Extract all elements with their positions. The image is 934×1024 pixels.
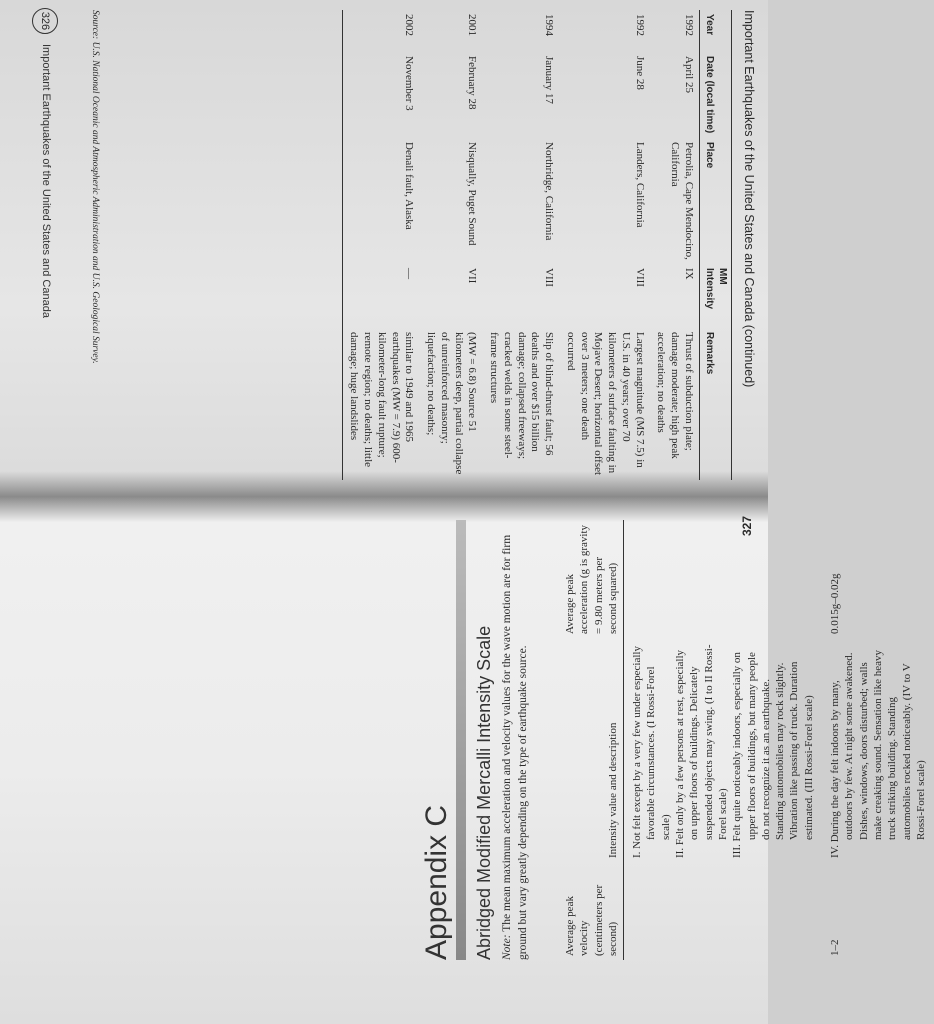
col-header-acceleration: Average peak acceleration (g is gravity = 9.80 meters per second squared) [560, 520, 624, 638]
note-text: The mean maximum acceleration and velocity values for the wave motion are for firm ground but vary greatly depending on the type of earthquake source. [501, 534, 529, 960]
col-header-date: Date (local time) [700, 52, 732, 138]
table-header-row [700, 10, 732, 480]
cell-date: April 25 [683, 56, 695, 93]
cell-remarks: Thrust of subduction plate; damage moderate; high peak acceleration; no deaths [655, 332, 695, 459]
cell-place: Landers, California [633, 142, 646, 228]
cell-mm: IX [683, 268, 695, 280]
col-header-place: Place [700, 138, 732, 264]
intensity-ii: II. Felt only by a few persons at rest, especially on upper floors of buildings. Delicately suspended objects may swing. (I to II Rossi-Forel scale) [674, 644, 729, 858]
cell-remarks: similar to 1949 and 1965 earthquakes (MW = 7.9) 600-kilometer-long fault rupture; remote region; no deaths; little damage; huge landslides [342, 328, 419, 480]
cell-acceleration: 0.015g–0.02g [829, 573, 842, 634]
cell-mm: VIII [543, 268, 556, 287]
cell-mm: VIII [633, 268, 646, 287]
intensity-i: I. Not felt except by a very few under especially favorable circumstances. (I Rossi-Forel scale) [631, 646, 672, 858]
cell-remarks: (MW = 6.8) Source 51 kilometers deep, partial collapse of unreinforced masonry; liquefaction; no deaths; [425, 332, 479, 475]
col-header-year: Year [700, 10, 732, 52]
col-header-intensity: Intensity value and description [560, 638, 624, 862]
earthquake-table [342, 10, 732, 480]
cell-place: Nisqually, Puget Sound [466, 142, 479, 246]
left-page [0, 0, 768, 490]
cell-year: 1992 [683, 14, 695, 36]
cell-date: February 28 [466, 56, 479, 110]
cell-velocity [624, 862, 822, 960]
table-source-note: Source: U.S. National Oceanic and Atmospheric Administration and U.S. Geological Survey. [90, 10, 100, 364]
cell-date: June 28 [633, 56, 646, 90]
intensity-iii: III. Felt quite noticeably indoors, especially on upper floors of buildings, but many people do not recognize it as an earthquake. Standing automobiles may rock slightly. Vibration like passing of truck. Duration estimated. (III Rossi-Forel scale) [731, 652, 815, 858]
cell-year: 2002 [342, 10, 419, 52]
table-row [342, 10, 419, 480]
cell-mm: — [342, 264, 419, 328]
cell-year: 1994 [543, 14, 556, 36]
col-header-velocity: Average peak velocity (centimeters per second) [560, 862, 624, 960]
cell-descriptions [624, 638, 822, 862]
col-header-mm-intensity: MM Intensity [700, 264, 732, 328]
note [500, 520, 531, 960]
running-head: Important Earthquakes of the United States and Canada [40, 44, 52, 318]
table-row [420, 10, 483, 480]
cell-year: 1992 [633, 14, 646, 36]
intensity-iv: IV. During the day felt indoors by many, outdoors by few. At night some awakened. Dishes, windows, doors disturbed; walls make creaking sound. Sensation like heavy truck striking building. Standing automobiles rocked noticeably. (IV to V Rossi-Forel scale) [829, 649, 927, 858]
table-row [559, 10, 650, 480]
table-row [483, 10, 560, 480]
cell-date: November 3 [342, 52, 419, 138]
cell-remarks: Largest magnitude (MS 7.5) in U.S. in 40 years; over 70 kilometers of surface faulting in Mojave Desert; horizontal offset over 3 meters; one death occurred [565, 332, 646, 476]
appendix-title: Appendix C [420, 804, 453, 960]
page-number: 326 [32, 8, 58, 34]
cell-place: Denali fault, Alaska [342, 138, 419, 264]
cell-place: Petrolia, Cape Mendocino, California [669, 142, 695, 260]
table-row [624, 520, 822, 960]
cell-mm: VII [466, 268, 479, 284]
cell-place: Northridge, California [543, 142, 556, 241]
cell-descriptions [822, 638, 934, 862]
cell-remarks: Slip of blind-thrust fault; 56 deaths and over $15 billion damage; collapsed freeways; cracked welds in some steel-frame structures [488, 332, 556, 460]
title-rule [456, 520, 466, 960]
cell-date: January 17 [543, 56, 556, 104]
scale-title: Abridged Modified Mercalli Intensity Scale [474, 625, 494, 960]
note-label: Note: [501, 934, 513, 960]
mercalli-table [560, 520, 934, 960]
table-row [822, 520, 934, 960]
table-row [650, 10, 700, 480]
cell-acceleration [624, 520, 822, 638]
table-title: Important Earthquakes of the United States and Canada (continued) [742, 10, 756, 388]
right-page [0, 500, 927, 1024]
cell-velocity: 1–2 [829, 939, 842, 956]
col-header-remarks: Remarks [700, 328, 732, 480]
cell-year: 2001 [466, 14, 479, 36]
table-header-row [560, 520, 624, 960]
page-number: 327 [740, 515, 754, 536]
